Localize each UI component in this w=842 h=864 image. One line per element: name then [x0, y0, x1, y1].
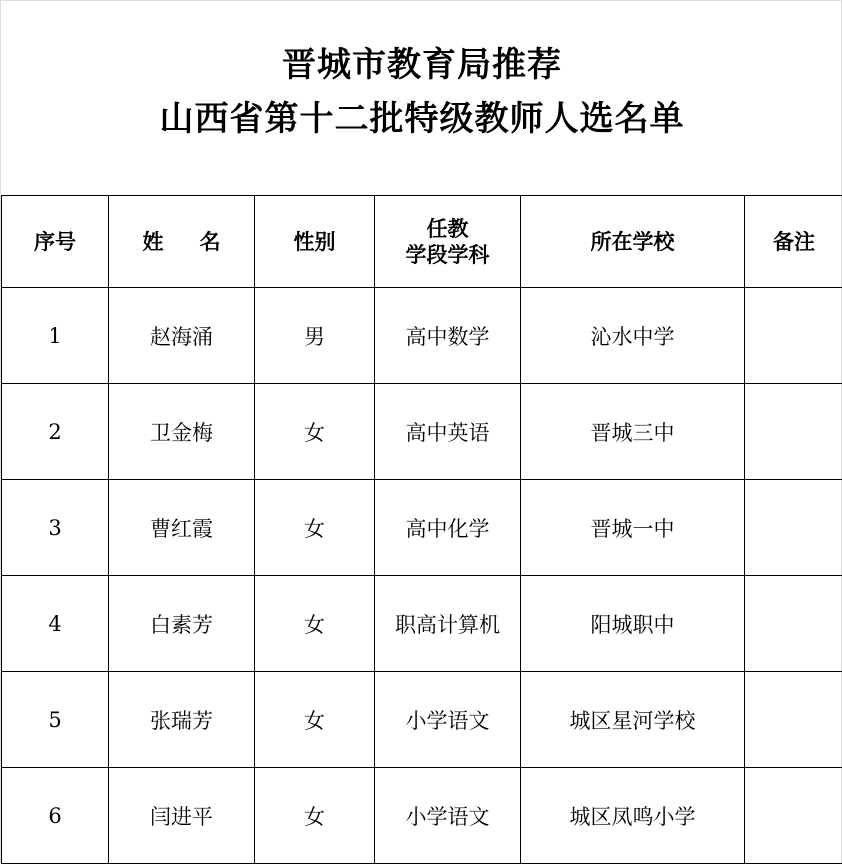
cell-name: 卫金梅	[109, 384, 255, 480]
cell-subject: 高中化学	[375, 480, 521, 576]
table-row	[2, 672, 842, 768]
header-name-part1: 姓	[143, 229, 164, 254]
document-title	[1, 45, 842, 139]
cell-subject: 小学语文	[375, 672, 521, 768]
cell-remarks	[745, 480, 842, 576]
cell-gender: 女	[255, 672, 375, 768]
cell-gender: 男	[255, 288, 375, 384]
table-row	[2, 576, 842, 672]
cell-remarks	[745, 288, 842, 384]
table-row	[2, 480, 842, 576]
cell-gender: 女	[255, 576, 375, 672]
cell-remarks	[745, 384, 842, 480]
header-index: 序号	[2, 196, 109, 288]
cell-remarks	[745, 672, 842, 768]
cell-index: 5	[2, 672, 109, 768]
cell-subject: 小学语文	[375, 768, 521, 864]
cell-school: 城区凤鸣小学	[521, 768, 745, 864]
table-row	[2, 288, 842, 384]
title-line-1: 晋城市教育局推荐	[1, 45, 842, 85]
cell-name: 赵海涌	[109, 288, 255, 384]
cell-name: 白素芳	[109, 576, 255, 672]
cell-gender: 女	[255, 768, 375, 864]
header-subject-line2: 学段学科	[375, 242, 520, 268]
table-row	[2, 384, 842, 480]
cell-school: 沁水中学	[521, 288, 745, 384]
cell-index: 4	[2, 576, 109, 672]
header-subject-line1: 任教	[375, 216, 520, 242]
cell-gender: 女	[255, 480, 375, 576]
title-line-2: 山西省第十二批特级教师人选名单	[1, 99, 842, 139]
cell-school: 阳城职中	[521, 576, 745, 672]
header-school: 所在学校	[521, 196, 745, 288]
cell-index: 1	[2, 288, 109, 384]
cell-subject: 职高计算机	[375, 576, 521, 672]
cell-name: 张瑞芳	[109, 672, 255, 768]
cell-gender: 女	[255, 384, 375, 480]
header-name	[109, 196, 255, 288]
cell-index: 2	[2, 384, 109, 480]
cell-name: 曹红霞	[109, 480, 255, 576]
header-subject	[375, 196, 521, 288]
cell-name: 闫进平	[109, 768, 255, 864]
table-row	[2, 768, 842, 864]
table-header-row	[2, 196, 842, 288]
header-gender: 性别	[255, 196, 375, 288]
cell-subject: 高中英语	[375, 384, 521, 480]
cell-index: 3	[2, 480, 109, 576]
header-remarks: 备注	[745, 196, 842, 288]
cell-school: 晋城一中	[521, 480, 745, 576]
cell-remarks	[745, 768, 842, 864]
candidate-table	[1, 195, 842, 864]
cell-subject: 高中数学	[375, 288, 521, 384]
cell-remarks	[745, 576, 842, 672]
cell-school: 晋城三中	[521, 384, 745, 480]
cell-index: 6	[2, 768, 109, 864]
header-name-part2: 名	[200, 229, 221, 254]
cell-school: 城区星河学校	[521, 672, 745, 768]
